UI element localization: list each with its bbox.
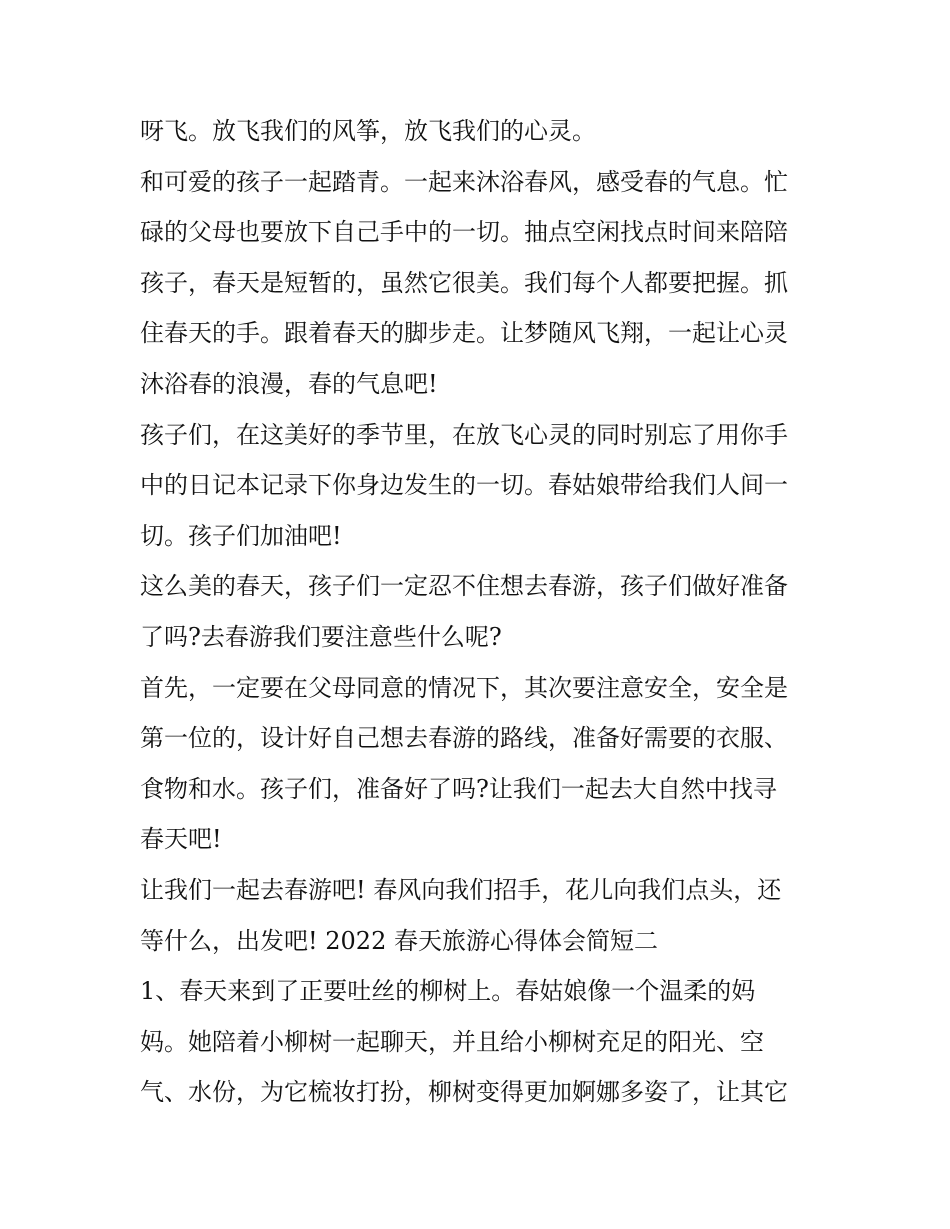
text-line: 春天吧! [140,825,222,854]
text-line: 让我们一起去春游吧! 春风向我们招手，花儿向我们点头，还 [140,875,782,904]
text-line: 这么美的春天，孩子们一定忍不住想去春游，孩子们做好准备 [140,572,788,601]
text-line: 了吗?去春游我们要注意些什么呢? [140,622,502,651]
text-line: 孩子们，在这美好的季节里，在放飞心灵的同时别忘了用你手 [140,420,788,449]
body-text [140,106,820,1118]
text-line: 气、水份，为它梳妆打扮，柳树变得更加婀娜多姿了，让其它 [140,1078,788,1107]
text-line: 住春天的手。跟着春天的脚步走。让梦随风飞翔，一起让心灵 [140,319,788,348]
text-line: 1、春天来到了正要吐丝的柳树上。春姑娘像一个温柔的妈 [140,977,756,1006]
text-line: 等什么，出发吧! 2022 春天旅游心得体会简短二 [140,926,658,955]
text-line: 孩子，春天是短暂的，虽然它很美。我们每个人都要把握。抓 [140,268,788,297]
text-line: 妈。她陪着小柳树一起聊天，并且给小柳树充足的阳光、空 [140,1027,764,1056]
text-line: 中的日记本记录下你身边发生的一切。春姑娘带给我们人间一 [140,471,788,500]
text-line: 第一位的，设计好自己想去春游的路线，准备好需要的衣服、 [140,724,788,753]
text-line: 碌的父母也要放下自己手中的一切。抽点空闲找点时间来陪陪 [140,218,788,247]
text-line: 沐浴春的浪漫，春的气息吧! [140,369,438,398]
text-line: 切。孩子们加油吧! [140,521,342,550]
text-line: 呀飞。放飞我们的风筝，放飞我们的心灵。 [140,117,596,145]
text-line: 食物和水。孩子们，准备好了吗?让我们一起去大自然中找寻 [140,774,777,803]
text-line: 首先，一定要在父母同意的情况下，其次要注意安全，安全是 [140,673,788,702]
text-line: 和可爱的孩子一起踏青。一起来沐浴春风，感受春的气息。忙 [140,167,788,196]
